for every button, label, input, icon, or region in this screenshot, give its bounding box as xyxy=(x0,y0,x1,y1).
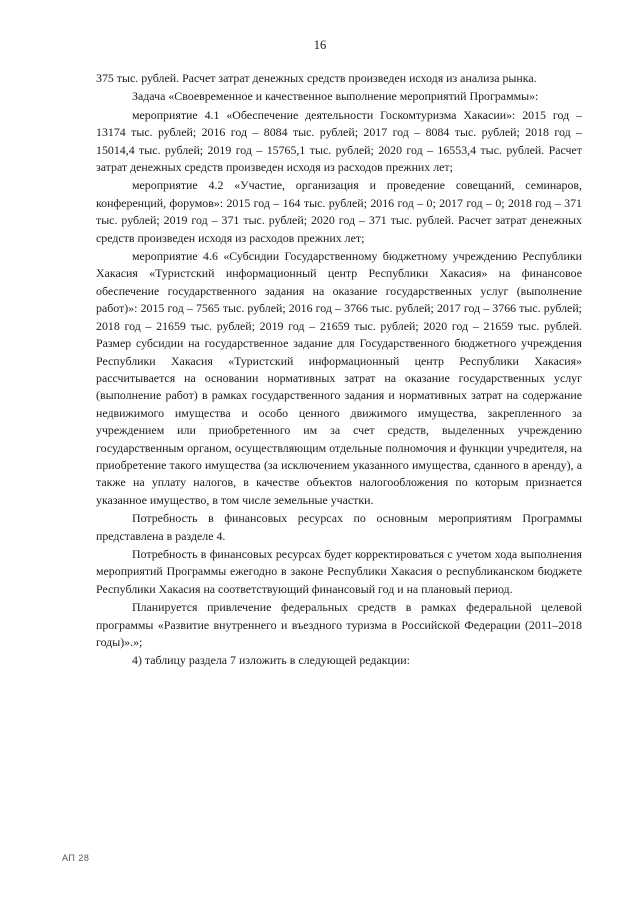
paragraph-task: Задача «Своевременное и качественное выполнение мероприятий Программы»: xyxy=(132,89,539,104)
paragraph-adjustment: Потребность в финансовых ресурсах будет корректироваться с учетом хода выполнения мероприятий Программы ежегодно в законе Республики Хакасия о республиканском бюджете Республики Хакасия на соответствующий финансовый год и на плановый период. xyxy=(96,546,582,596)
document-body xyxy=(96,70,582,670)
paragraph-federal-funds: Планируется привлечение федеральных средств в рамках федеральной целевой программы «Развитие внутреннего и въездного туризма в Российской Федерации (2011–2018 годы)».»; xyxy=(96,600,582,649)
paragraph-resource-need: Потребность в финансовых ресурсах по основным мероприятиям Программы представлена в разделе 4. xyxy=(96,511,582,543)
paragraph-measure-4-2: мероприятие 4.2 «Участие, организация и проведение совещаний, семинаров, конференций, форумов»: 2015 год – 164 тыс. рублей; 2016 год – 0; 2017 год – 0; 2018 год – 371 тыс. рублей; 2019 год – 371 тыс. рублей; 2020 год – 371 тыс. рублей. Расчет затрат денежных средств произведен исходя из расходов прежних лет; xyxy=(96,178,582,245)
paragraph-table-amendment: 4) таблицу раздела 7 изложить в следующей редакции: xyxy=(132,653,410,668)
paragraph-measure-4-6: мероприятие 4.6 «Субсидии Государственному бюджетному учреждению Республики Хакасия «Туристский информационный центр Республики Хакасия» на финансовое обеспечение государственного задания на оказание государственных услуг (выполнение работ)»: 2015 год – 7565 тыс. рублей; 2016 год – 3766 тыс. рублей; 2017 год – 3766 тыс. рублей; 2018 год – 21659 тыс. рублей; 2019 год – 21659 тыс. рублей; 2020 год – 21659 тыс. рублей. Размер субсидии на государственное задание для Государственного бюджетного учреждения Республики Хакасия «Туристский информационный центр Республики Хакасия» рассчитывается на основании нормативных затрат на оказание государственных услуг (выполнение работ) в рамках государственного задания и нормативных затрат на содержание недвижимого имущества и особо ценного движимого имущества, закрепленного за учреждением или приобретенного им за счет средств, выделенных учреждению государственным органом, осуществляющим отдельные полномочия и функции учредителя, на приобретение такого имущества (за исключением указанного имущества, сданного в аренду), а также на уплату налогов, в качестве объектов налогообложения по которым признается указанное имущество, в том числе земельные участки. xyxy=(96,249,582,507)
page-number: 16 xyxy=(313,38,327,52)
paragraph-intro: 375 тыс. рублей. Расчет затрат денежных средств произведен исходя из анализа рынка. xyxy=(96,71,537,85)
paragraph-measure-4-1: мероприятие 4.1 «Обеспечение деятельности Госкомтуризма Хакасии»: 2015 год – 13174 тыс. рублей; 2016 год – 8084 тыс. рублей; 2017 год – 8084 тыс. рублей; 2018 год – 15014,4 тыс. рублей; 2019 год – 15765,1 тыс. рублей; 2020 год – 16553,4 тыс. рублей. Расчет затрат денежных средств произведен исходя из расходов прежних лет; xyxy=(96,107,582,175)
footer-code: АП 28 xyxy=(62,853,90,863)
